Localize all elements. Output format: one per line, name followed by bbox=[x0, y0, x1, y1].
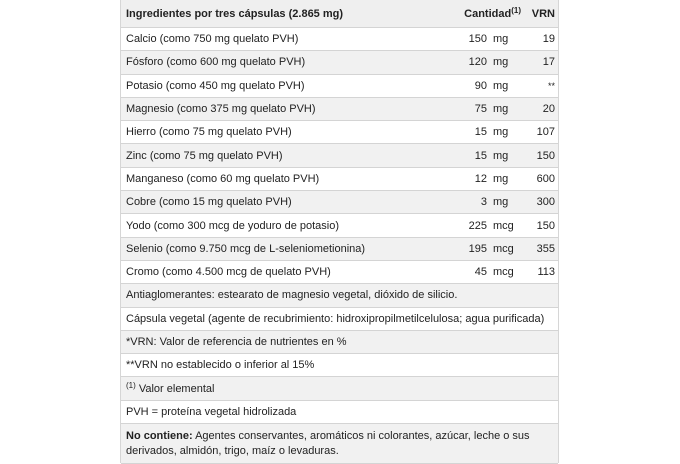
free-from-text: Agentes conservantes, aromáticos ni colorantes, azúcar, leche o sus derivados, almidón, trigo, maíz o levaduras. bbox=[126, 430, 530, 458]
table-row bbox=[121, 51, 558, 74]
ingredient-vrn: 113 bbox=[537, 266, 555, 279]
vrn-not-established-note: **VRN no establecido o inferior al 15% bbox=[126, 359, 315, 372]
ingredient-vrn: 107 bbox=[536, 126, 555, 139]
table-row bbox=[121, 75, 558, 98]
ingredient-amount: 150 bbox=[468, 33, 487, 46]
table-row bbox=[121, 144, 558, 167]
table-row bbox=[121, 238, 558, 261]
quantity-header-label: Cantidad bbox=[464, 7, 512, 20]
ingredient-vrn: 150 bbox=[536, 219, 555, 232]
pvh-note: PVH = proteína vegetal hidrolizada bbox=[126, 405, 297, 418]
elemental-note bbox=[121, 382, 222, 396]
ingredient-name: Magnesio (como 375 mg quelato PVH) bbox=[126, 103, 316, 116]
table-row bbox=[121, 191, 558, 214]
ingredient-vrn: 20 bbox=[542, 103, 555, 116]
ingredient-name: Calcio (como 750 mg quelato PVH) bbox=[126, 33, 299, 46]
ingredient-unit: mg bbox=[493, 172, 509, 185]
ingredient-unit: mg bbox=[493, 103, 509, 116]
table-row bbox=[121, 168, 558, 191]
ingredient-unit: mcg bbox=[493, 219, 514, 232]
table-row bbox=[121, 121, 558, 144]
nutrition-table bbox=[120, 0, 559, 463]
ingredient-vrn: 17 bbox=[542, 56, 555, 69]
ingredient-vrn: 300 bbox=[536, 196, 555, 209]
ingredient-vrn: ** bbox=[547, 80, 555, 91]
note-row-capsule bbox=[121, 308, 558, 331]
elemental-footnote-mark: (1) bbox=[126, 380, 136, 390]
ingredient-unit: mg bbox=[493, 126, 509, 139]
note-row-pvh bbox=[121, 401, 558, 424]
ingredient-amount: 3 bbox=[480, 196, 487, 209]
vrn-definition-note: *VRN: Valor de referencia de nutrientes en % bbox=[126, 336, 347, 348]
table-row bbox=[121, 28, 558, 51]
ingredient-name: Potasio (como 450 mg quelato PVH) bbox=[126, 79, 305, 92]
ingredient-amount: 195 bbox=[468, 242, 487, 255]
ingredient-name: Cobre (como 15 mg quelato PVH) bbox=[126, 196, 292, 209]
ingredient-name: Cromo (como 4.500 mcg de quelato PVH) bbox=[126, 266, 331, 279]
free-from-label: No contiene: bbox=[126, 430, 193, 443]
table-row bbox=[121, 261, 558, 284]
ingredient-amount: 45 bbox=[474, 266, 487, 279]
ingredient-amount: 15 bbox=[474, 149, 487, 162]
ingredient-unit: mg bbox=[493, 149, 509, 162]
table-row bbox=[121, 214, 558, 237]
table-row bbox=[121, 98, 558, 121]
ingredient-unit: mg bbox=[493, 56, 509, 69]
ingredient-unit: mcg bbox=[493, 266, 514, 279]
note-row-elemental bbox=[121, 377, 558, 400]
note-row-vrn-definition bbox=[121, 331, 558, 354]
ingredient-amount: 225 bbox=[468, 219, 487, 232]
table-header bbox=[121, 0, 558, 28]
ingredient-vrn: 355 bbox=[536, 242, 555, 255]
ingredient-unit: mg bbox=[493, 196, 509, 209]
vrn-header: VRN bbox=[531, 7, 555, 20]
ingredients-header: Ingredientes por tres cápsulas (2.865 mg) bbox=[126, 7, 344, 20]
capsule-note: Cápsula vegetal (agente de recubrimiento: hidroxipropilmetilcelulosa; agua purificada) bbox=[126, 312, 545, 325]
ingredient-name: Hierro (como 75 mg quelato PVH) bbox=[126, 126, 292, 139]
free-from-note bbox=[121, 429, 558, 459]
ingredient-unit: mcg bbox=[493, 242, 514, 255]
quantity-header-footnote: (1) bbox=[511, 5, 521, 15]
ingredient-name: Selenio (como 9.750 mcg de L-seleniometionina) bbox=[126, 242, 366, 255]
ingredient-name: Fósforo (como 600 mg quelato PVH) bbox=[126, 56, 306, 69]
quantity-header bbox=[439, 7, 521, 21]
note-row-vrn-not-established bbox=[121, 354, 558, 377]
ingredient-vrn: 600 bbox=[536, 172, 555, 185]
ingredient-name: Manganeso (como 60 mg quelato PVH) bbox=[126, 172, 320, 185]
ingredient-unit: mg bbox=[493, 33, 509, 46]
ingredient-name: Yodo (como 300 mcg de yoduro de potasio) bbox=[126, 219, 340, 232]
elemental-note-text: Valor elemental bbox=[135, 382, 215, 395]
ingredient-amount: 90 bbox=[474, 79, 487, 92]
ingredient-amount: 12 bbox=[474, 172, 487, 185]
ingredient-amount: 15 bbox=[474, 126, 487, 139]
ingredient-name: Zinc (como 75 mg quelato PVH) bbox=[126, 149, 283, 162]
note-row-antiagglomerants bbox=[121, 284, 558, 307]
ingredient-amount: 120 bbox=[468, 56, 487, 69]
note-row-free-from bbox=[121, 424, 558, 464]
antiagglomerants-note: Antiaglomerantes: estearato de magnesio vegetal, dióxido de silicio. bbox=[126, 289, 458, 302]
ingredient-amount: 75 bbox=[474, 103, 487, 116]
ingredient-vrn: 19 bbox=[542, 33, 555, 46]
ingredient-unit: mg bbox=[493, 79, 509, 92]
ingredient-vrn: 150 bbox=[536, 149, 555, 162]
